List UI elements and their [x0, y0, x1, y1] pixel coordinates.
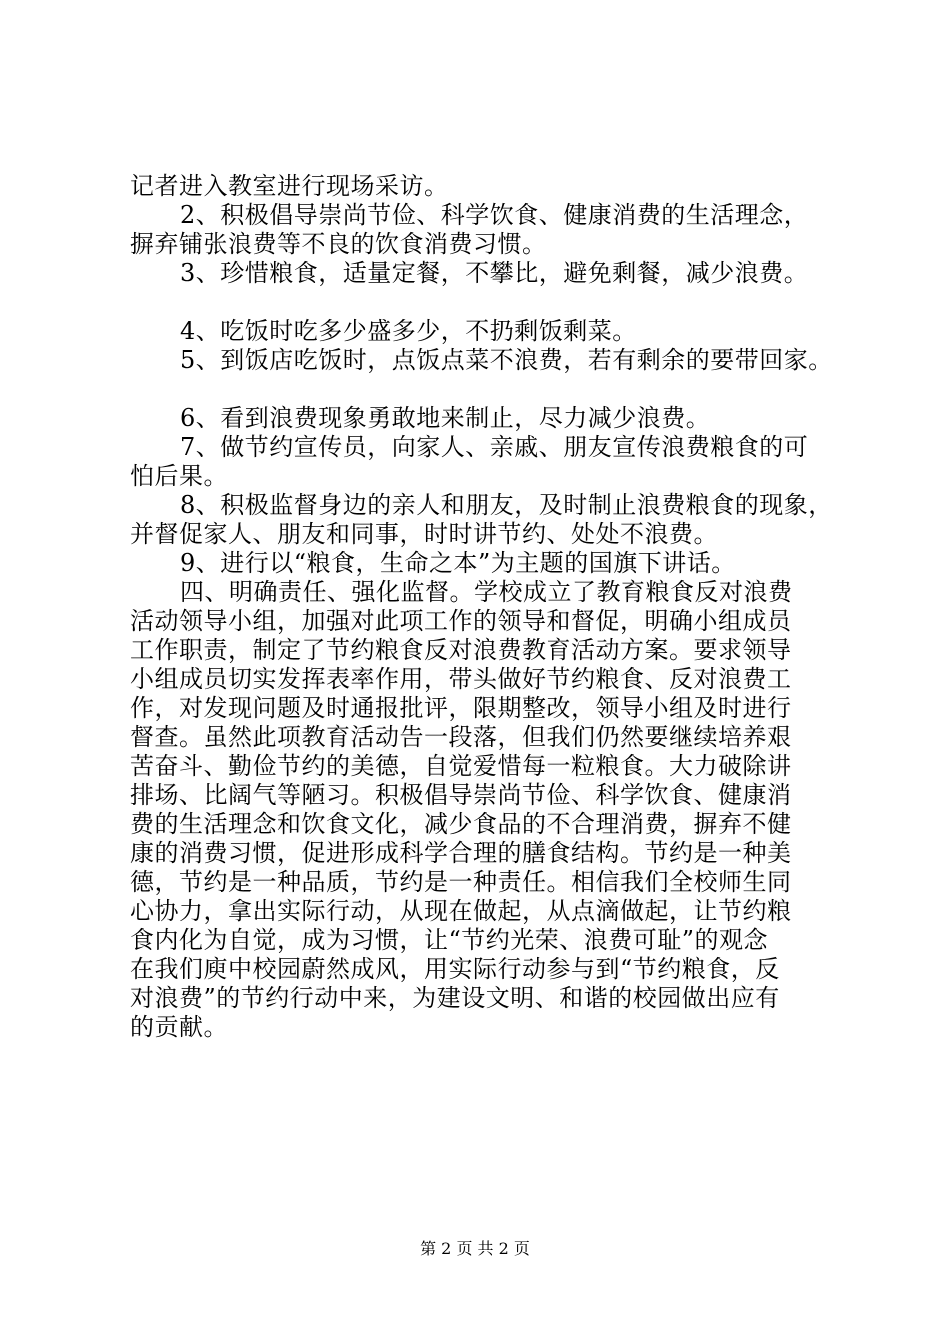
list-item-8-line-1: 8、积极监督身边的亲人和朋友，及时制止浪费粮食的现象，	[180, 491, 833, 519]
list-item-6: 6、看到浪费现象勇敢地来制止，尽力减少浪费。	[180, 404, 711, 432]
list-item-4: 4、吃饭时吃多少盛多少，不扔剩饭剩菜。	[180, 317, 637, 345]
section-four-line: 排场、比阔气等陋习。积极倡导崇尚节俭、科学饮食、健康消	[130, 781, 792, 809]
page-number-footer: 第 2 页 共 2 页	[420, 1239, 530, 1258]
section-four-line: 苦奋斗、勤俭节约的美德，自觉爱惜每一粒粮食。大力破除讲	[130, 752, 792, 780]
section-four-line: 对浪费”的节约行动中来，为建设文明、和谐的校园做出应有	[130, 984, 780, 1012]
section-four-line: 心协力，拿出实际行动，从现在做起，从点滴做起，让节约粮	[130, 897, 792, 925]
section-four-line: 督查。虽然此项教育活动告一段落，但我们仍然要继续培养艰	[130, 723, 792, 751]
section-four-line: 食内化为自觉，成为习惯，让“节约光荣、浪费可耻”的观念	[130, 926, 769, 954]
section-four-line: 费的生活理念和饮食文化，减少食品的不合理消费，摒弃不健	[130, 810, 792, 838]
section-four-line-1: 四、明确责任、强化监督。学校成立了教育粮食反对浪费	[180, 578, 793, 606]
section-four-line: 小组成员切实发挥表率作用，带头做好节约粮食、反对浪费工	[130, 665, 792, 693]
list-item-9: 9、进行以“粮食，生命之本”为主题的国旗下讲话。	[180, 549, 736, 577]
section-four-line: 康的消费习惯，促进形成科学合理的膳食结构。节约是一种美	[130, 839, 792, 867]
blank-line	[130, 375, 840, 404]
list-item-2-line-1: 2、积极倡导崇尚节俭、科学饮食、健康消费的生活理念，	[180, 201, 809, 229]
list-item-2-line-2: 摒弃铺张浪费等不良的饮食消费习惯。	[130, 230, 547, 258]
section-four-line: 作，对发现问题及时通报批评，限期整改，领导小组及时进行	[130, 694, 792, 722]
section-four-line: 在我们庾中校园蔚然成风，用实际行动参与到“节约粮食，反	[130, 955, 780, 983]
blank-line	[130, 288, 840, 317]
list-item-3: 3、珍惜粮食，适量定餐，不攀比，避免剩餐，减少浪费。	[180, 259, 809, 287]
section-four-line: 的贡献。	[130, 1013, 228, 1041]
section-four-line: 工作职责，制定了节约粮食反对浪费教育活动方案。要求领导	[130, 636, 792, 664]
section-four-line: 德，节约是一种品质，节约是一种责任。相信我们全校师生同	[130, 868, 792, 896]
list-item-5: 5、到饭店吃饭时，点饭点菜不浪费，若有剩余的要带回家。	[180, 346, 833, 374]
list-item-7-line-2: 怕后果。	[130, 462, 228, 490]
list-item-8-line-2: 并督促家人、朋友和同事，时时讲节约、处处不浪费。	[130, 520, 718, 548]
section-four-line: 活动领导小组，加强对此项工作的领导和督促，明确小组成员	[130, 607, 792, 635]
text-line: 记者进入教室进行现场采访。	[130, 172, 449, 200]
document-body	[130, 172, 840, 1042]
list-item-7-line-1: 7、做节约宣传员，向家人、亲戚、朋友宣传浪费粮食的可	[180, 433, 809, 461]
